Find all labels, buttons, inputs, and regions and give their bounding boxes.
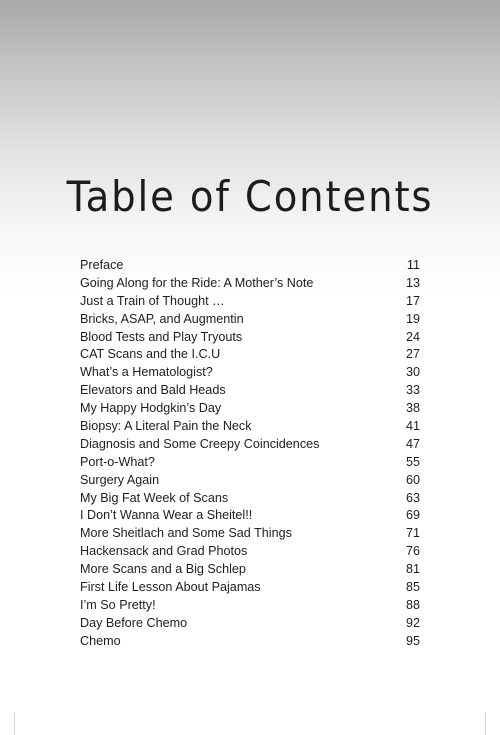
toc-entry-page-number: 85 <box>405 580 420 595</box>
toc-entry-title: My Happy Hodgkin’s Day <box>80 401 222 416</box>
toc-entry-title: Biopsy: A Literal Pain the Neck <box>80 419 252 434</box>
toc-entry-title: My Big Fat Week of Scans <box>80 490 229 505</box>
toc-entry-title: More Scans and a Big Schlep <box>80 562 246 577</box>
toc-entry-title: I’m So Pretty! <box>80 597 156 612</box>
toc-entry <box>80 436 420 454</box>
toc-entry-title: Day Before Chemo <box>80 615 188 630</box>
toc-entry-page-number: 19 <box>405 311 420 326</box>
toc-entry-page-number: 63 <box>405 490 420 505</box>
toc-entry <box>80 472 420 490</box>
toc-entry <box>80 525 420 543</box>
toc-entry <box>80 382 420 400</box>
toc-entry <box>80 257 420 275</box>
toc-entry-title: Just a Train of Thought … <box>80 293 225 308</box>
toc-entry-page-number: 17 <box>405 293 420 308</box>
toc-entry <box>80 543 420 561</box>
toc-entry-title: Blood Tests and Play Tryouts <box>80 329 243 344</box>
toc-entry-page-number: 30 <box>405 365 420 380</box>
toc-entry-page-number: 24 <box>405 329 420 344</box>
toc-entry-title: First Life Lesson About Pajamas <box>80 580 261 595</box>
toc-entry <box>80 615 420 633</box>
toc-entry-page-number: 47 <box>405 436 420 451</box>
toc-entry <box>80 490 420 508</box>
toc-entry-title: Elevators and Bald Heads <box>80 383 226 398</box>
crop-mark-right <box>485 712 486 735</box>
toc-entry-page-number: 95 <box>405 633 420 648</box>
toc-entry <box>80 346 420 364</box>
toc-entry-page-number: 55 <box>405 454 420 469</box>
toc-entry <box>80 597 420 615</box>
toc-entry-page-number: 69 <box>405 508 420 523</box>
page-title: Table of Contents <box>66 172 434 221</box>
toc-entry-page-number: 88 <box>405 597 420 612</box>
toc-entry <box>80 579 420 597</box>
toc-entry-page-number: 71 <box>405 526 420 541</box>
toc-entry-title: More Sheitlach and Some Sad Things <box>80 526 292 541</box>
toc-entry-page-number: 76 <box>405 544 420 559</box>
toc-entry <box>80 329 420 347</box>
toc-entry-page-number: 41 <box>405 419 420 434</box>
table-of-contents-list <box>80 257 420 651</box>
toc-entry-page-number: 92 <box>405 615 420 630</box>
toc-entry-page-number: 60 <box>405 472 420 487</box>
toc-entry-page-number: 38 <box>405 401 420 416</box>
toc-entry-title: Port-o-What? <box>80 454 155 469</box>
toc-entry <box>80 507 420 525</box>
toc-entry-title: CAT Scans and the I.C.U <box>80 347 221 362</box>
toc-entry-title: I Don’t Wanna Wear a Sheitel!! <box>80 508 253 523</box>
toc-entry-title: Going Along for the Ride: A Mother’s Note <box>80 275 314 290</box>
toc-entry <box>80 454 420 472</box>
toc-entry-page-number: 11 <box>406 258 420 272</box>
crop-mark-left <box>14 712 15 735</box>
toc-entry-title: Bricks, ASAP, and Augmentin <box>80 311 244 326</box>
toc-entry-title: Diagnosis and Some Creepy Coincidences <box>80 436 320 451</box>
toc-entry-title: Preface <box>80 258 124 272</box>
toc-entry-page-number: 13 <box>405 275 420 290</box>
toc-entry-page-number: 33 <box>405 383 420 398</box>
toc-entry <box>80 293 420 311</box>
toc-entry-title: Hackensack and Grad Photos <box>80 544 248 559</box>
toc-entry-title: Chemo <box>80 633 121 648</box>
toc-entry <box>80 364 420 382</box>
toc-entry <box>80 311 420 329</box>
toc-entry-page-number: 27 <box>405 347 420 362</box>
toc-entry <box>80 400 420 418</box>
toc-entry <box>80 561 420 579</box>
toc-entry <box>80 418 420 436</box>
toc-entry-page-number: 81 <box>405 562 420 577</box>
toc-entry <box>80 275 420 293</box>
toc-entry-title: Surgery Again <box>80 472 160 487</box>
toc-entry <box>80 633 420 651</box>
toc-entry-title: What’s a Hematologist? <box>80 365 213 380</box>
